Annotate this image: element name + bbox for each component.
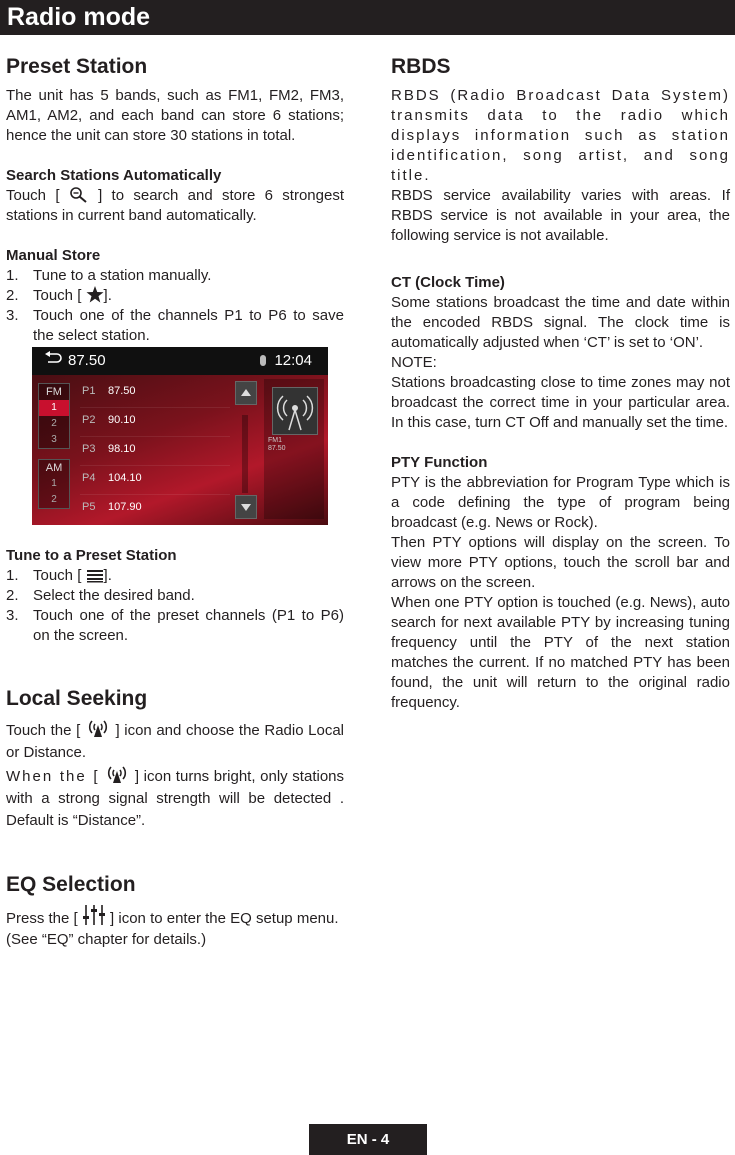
- preset-row[interactable]: [80, 379, 230, 408]
- local-seeking-text-1: Touch the [ ] icon and choose the Radio Local or Distance.: [6, 718, 344, 764]
- device-frequency: 87.50: [68, 352, 106, 369]
- ct-text-1: Some stations broadcast the time and date within the encoded RBDS signal. The clock time is automatically adjusted when ‘CT’ is set to ‘ON’.: [391, 294, 730, 351]
- band-button[interactable]: 2: [51, 494, 57, 505]
- local-distance-signal-icon: [85, 718, 111, 738]
- ct-heading: CT (Clock Time): [391, 274, 505, 291]
- preset-label: P2: [82, 414, 96, 426]
- local-distance-signal-icon: [104, 764, 130, 784]
- tune-preset-heading: Tune to a Preset Station: [6, 547, 177, 564]
- search-text-before: Touch [: [6, 187, 60, 204]
- page-footer: [309, 1124, 427, 1155]
- band-button[interactable]: 1: [51, 478, 57, 489]
- preset-intro: The unit has 5 bands, such as FM1, FM2, FM3, AM1, AM2, and each band can store 6 stations; hence the unit can store 30 stations in total.: [6, 87, 344, 144]
- preset-row[interactable]: [80, 408, 230, 437]
- am-band-panel: [38, 459, 70, 509]
- pty-text-2: Then PTY options will display on the screen. To view more PTY options, touch the scroll bar and arrows on the screen.: [391, 534, 730, 591]
- eq-selection-heading: EQ Selection: [6, 873, 136, 896]
- band-button[interactable]: 1: [39, 400, 69, 416]
- right-column: [391, 52, 730, 713]
- preset-station-heading: Preset Station: [6, 55, 148, 78]
- local-seeking-heading: Local Seeking: [6, 687, 148, 710]
- eq-sliders-icon: [82, 904, 106, 926]
- band-button[interactable]: 3: [51, 434, 57, 445]
- preset-value: 90.10: [108, 414, 136, 426]
- scrollbar[interactable]: [242, 415, 248, 493]
- preset-row[interactable]: [80, 437, 230, 466]
- side-band: FM1: [268, 437, 282, 444]
- rbds-text-2: RBDS service availability varies with areas. If RBDS service is not available in your area, the following service is not available.: [391, 187, 730, 244]
- eq-see-chapter: (See “EQ” chapter for details.): [6, 931, 207, 948]
- list-item: 2. Select the desired band.: [6, 587, 195, 604]
- list-item: 3. Touch one of the channels P1 to P6 to save the select station.: [6, 307, 344, 344]
- list-item: 1. Touch [ ].: [6, 567, 112, 584]
- now-playing-info: [268, 437, 286, 453]
- rbds-text-1: RBDS (Radio Broadcast Data System) transmits data to the radio which displays information such as station identification, song artist, and song title.: [391, 87, 730, 184]
- scroll-down-button[interactable]: [235, 495, 257, 519]
- band-button[interactable]: 2: [51, 418, 57, 429]
- bluetooth-icon: [260, 355, 266, 366]
- eq-selection-text: Press the [ ] icon to enter the EQ setup menu.: [6, 904, 344, 930]
- triangle-down-icon: [236, 496, 256, 518]
- fm-band-panel: [38, 383, 70, 449]
- search-auto-heading: Search Stations Automatically: [6, 167, 222, 184]
- page-number: EN - 4: [346, 1131, 390, 1148]
- list-item: 2. Touch [ ].: [6, 287, 112, 304]
- pty-text-1: PTY is the abbreviation for Program Type which is a code defining the type of program being broadcast (e.g. News or Rock).: [391, 474, 730, 531]
- back-arrow-icon: [44, 351, 62, 367]
- page-header: [0, 0, 735, 35]
- page-title: Radio mode: [7, 3, 151, 31]
- side-frequency: 87.50: [268, 445, 286, 452]
- manual-store-heading: Manual Store: [6, 247, 101, 264]
- am-band-label: AM: [45, 462, 63, 474]
- preset-label: P3: [82, 443, 96, 455]
- rbds-heading: RBDS: [391, 55, 451, 78]
- preset-value: 104.10: [108, 472, 142, 484]
- radio-tower-icon: [273, 388, 317, 434]
- fm-band-label: FM: [46, 386, 62, 398]
- device-time: 12:04: [274, 352, 312, 369]
- preset-label: P1: [82, 385, 96, 397]
- search-minus-icon: [69, 187, 89, 203]
- left-column: [6, 52, 344, 950]
- pty-text-3: When one PTY option is touched (e.g. News), auto search for next available PTY by increasing tuning frequency until the PTY of the next station matches the current. If no matched PTY has been found, the unit will return to the original radio frequency.: [391, 594, 730, 711]
- manual-store-list: [6, 266, 344, 346]
- ct-note-label: NOTE:: [391, 354, 437, 371]
- local-seeking-text-2: When the [ ] icon turns bright, only stations with a strong signal strength will be detected . Default is “Distance”.: [6, 764, 344, 832]
- list-item: 1. Tune to a station manually.: [6, 267, 212, 284]
- ct-text-2: Stations broadcasting close to time zones may not broadcast the correct time in your particular area. In this case, turn CT Off and manually set the time.: [391, 374, 730, 431]
- tune-preset-list: [6, 566, 344, 646]
- preset-row[interactable]: [80, 466, 230, 495]
- preset-label: P4: [82, 472, 96, 484]
- list-item: 3. Touch one of the preset channels (P1 to P6) on the screen.: [6, 607, 344, 644]
- station-artwork: [272, 387, 318, 435]
- preset-value: 98.10: [108, 443, 136, 455]
- radio-screen-illustration: [32, 347, 328, 525]
- preset-row[interactable]: [80, 495, 230, 523]
- preset-value: 107.90: [108, 501, 142, 513]
- search-text-after: ] to search and store 6 strongest stations in current band automatically.: [6, 187, 344, 224]
- search-auto-text: [6, 186, 344, 226]
- scroll-up-button[interactable]: [235, 381, 257, 405]
- triangle-up-icon: [236, 382, 256, 404]
- preset-label: P5: [82, 501, 96, 513]
- list-icon: [86, 569, 104, 583]
- star-icon: [86, 286, 104, 303]
- pty-heading: PTY Function: [391, 454, 488, 471]
- preset-value: 87.50: [108, 385, 136, 397]
